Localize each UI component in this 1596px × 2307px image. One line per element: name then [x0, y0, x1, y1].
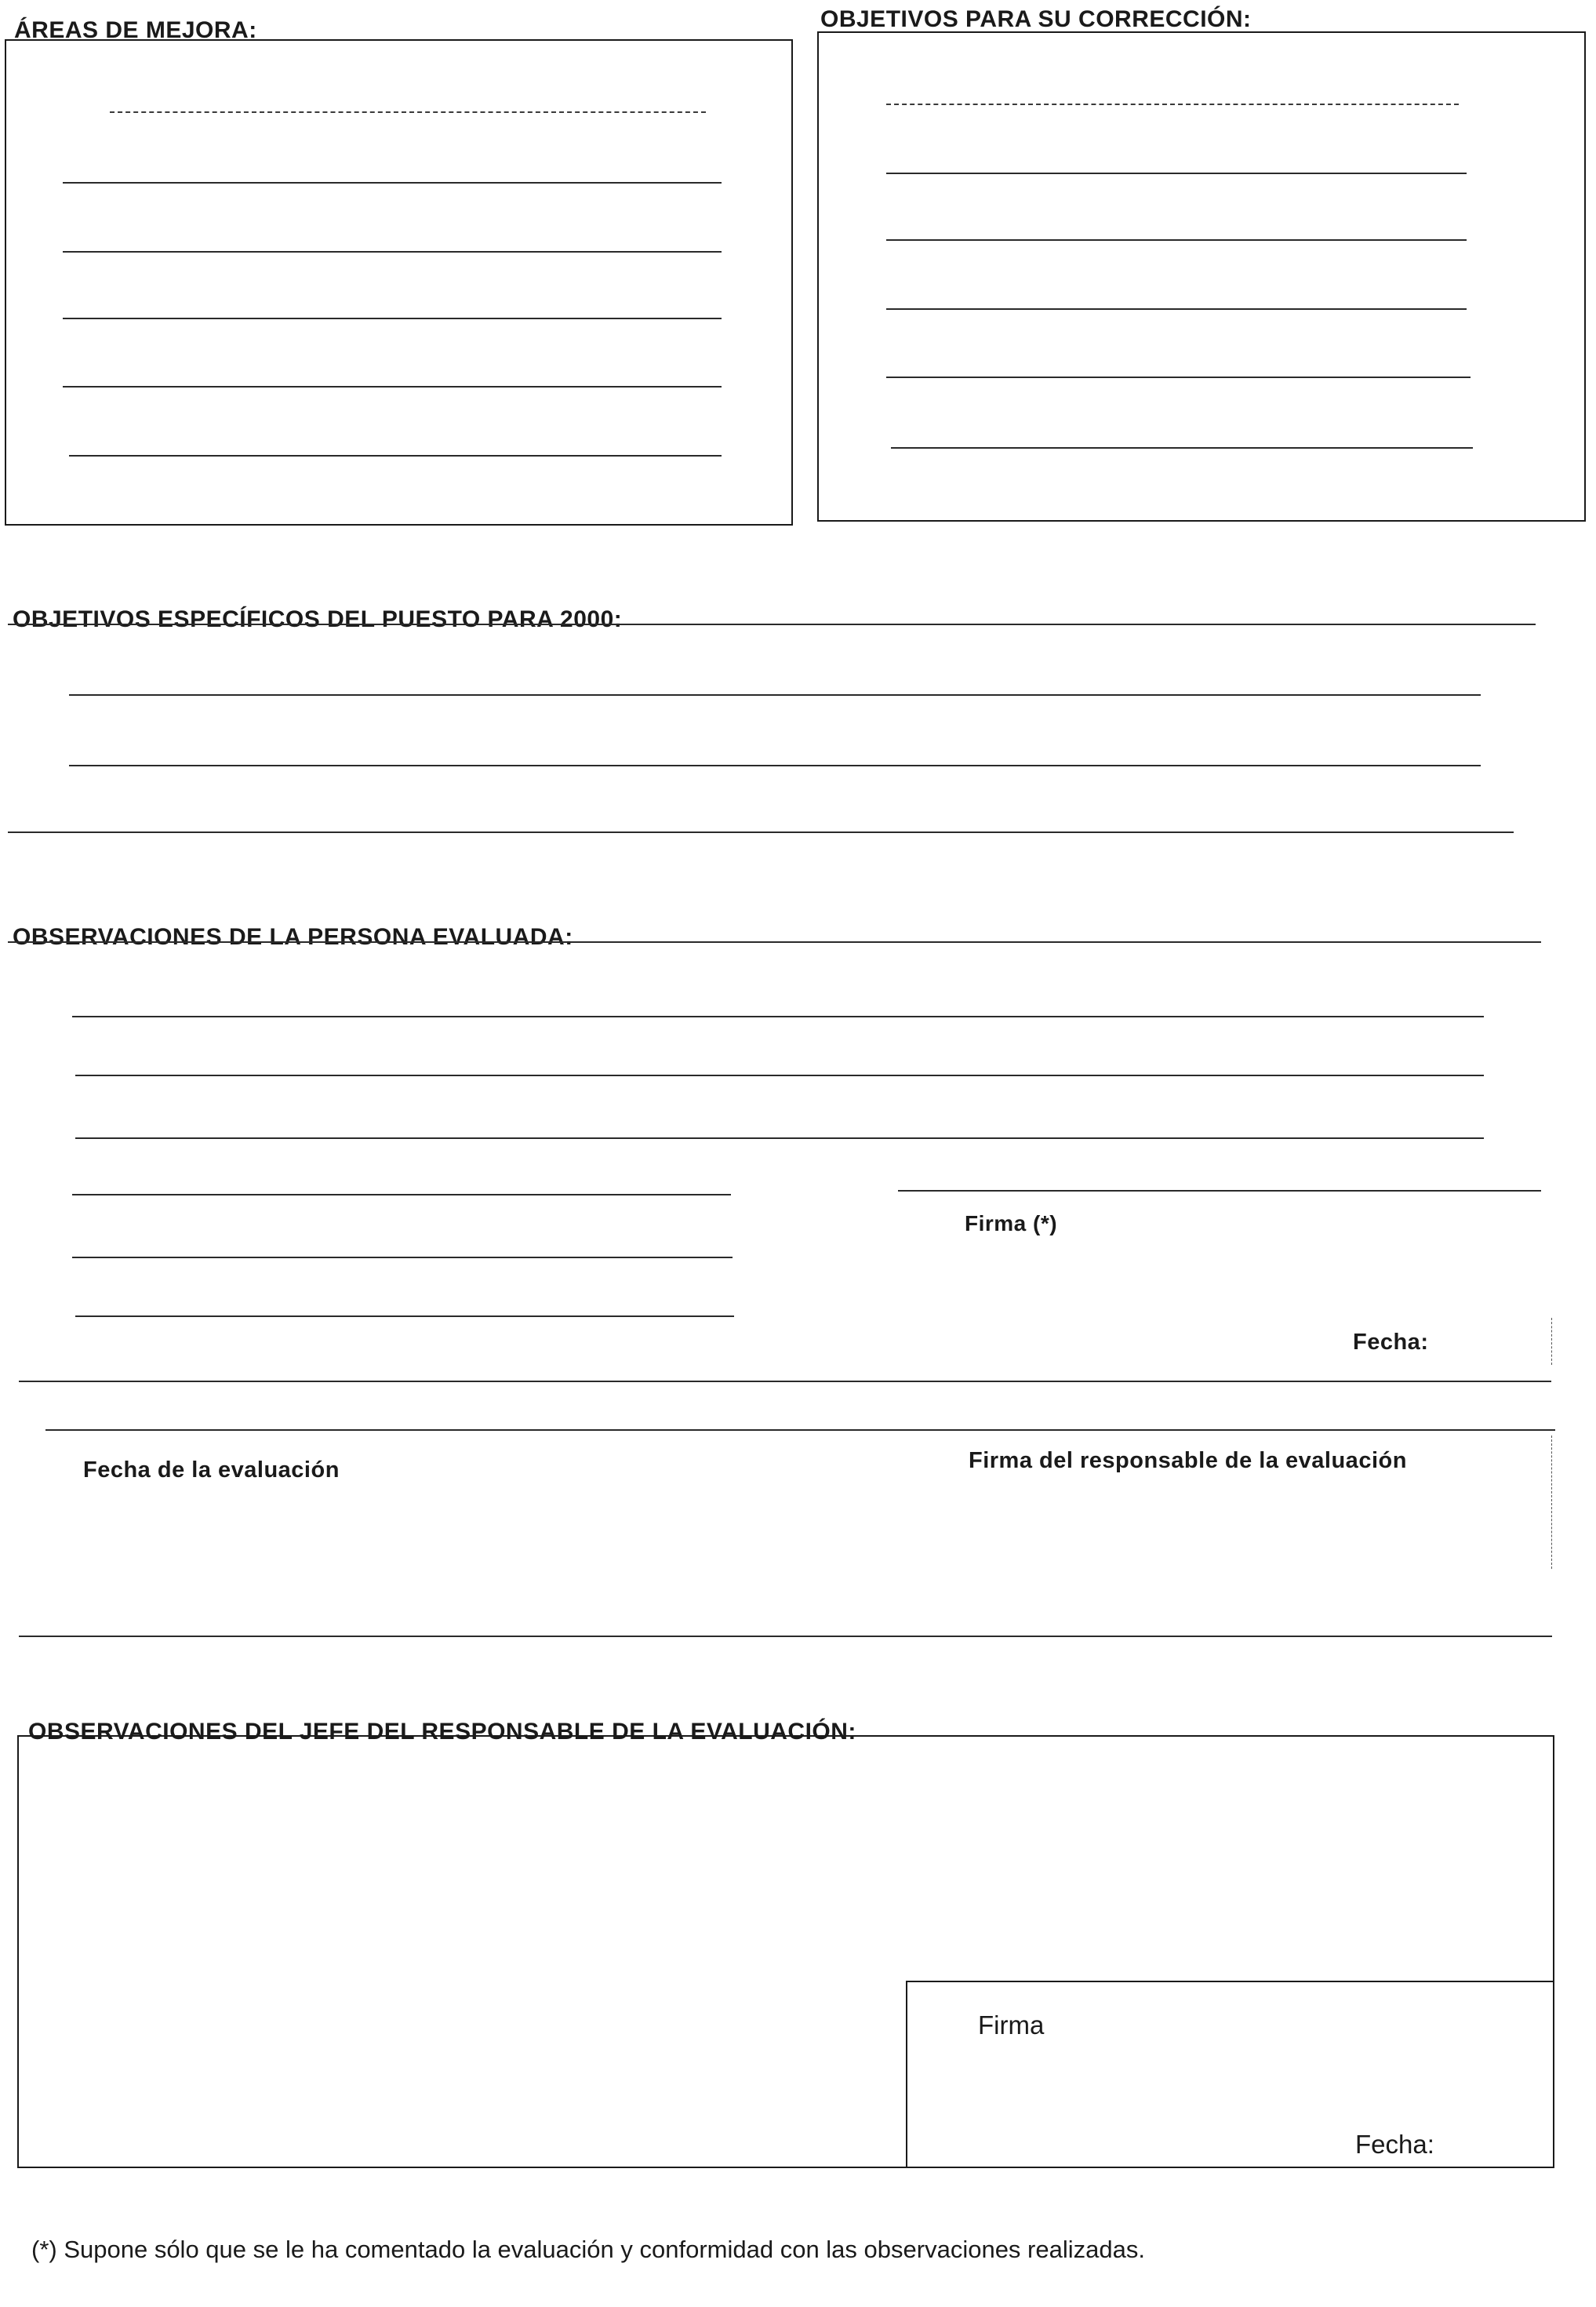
observaciones-evaluada-line-6[interactable]: [75, 1315, 734, 1317]
objetivos-especificos-line-1[interactable]: [69, 694, 1481, 696]
firma-evaluada-signature-line[interactable]: [898, 1190, 1541, 1192]
objetivos-especificos-line-3[interactable]: [8, 831, 1514, 833]
objetivos-correccion-line-2[interactable]: [886, 173, 1467, 174]
areas-mejora-line-1: [110, 111, 706, 113]
areas-mejora-line-2[interactable]: [63, 182, 722, 184]
objetivos-correccion-title: OBJETIVOS PARA SU CORRECCIÓN:: [820, 6, 1252, 32]
areas-mejora-title: ÁREAS DE MEJORA:: [14, 17, 257, 43]
footnote: (*) Supone sólo que se le ha comentado la evaluación y conformidad con las observaciones realizadas.: [31, 2236, 1145, 2263]
observaciones-evaluada-line-5[interactable]: [72, 1257, 733, 1258]
observaciones-evaluada-line-3[interactable]: [75, 1137, 1484, 1139]
fecha-evaluada-label: Fecha:: [1353, 1330, 1429, 1355]
observaciones-evaluada-line-1[interactable]: [72, 1016, 1484, 1017]
observaciones-jefe-title: OBSERVACIONES DEL JEFE DEL RESPONSABLE DE LA EVALUACIÓN:: [28, 1719, 856, 1745]
objetivos-especificos-header-rule: [8, 624, 1536, 625]
objetivos-correccion-line-4[interactable]: [886, 308, 1467, 310]
firma-evaluada-label: Firma (*): [965, 1211, 1058, 1235]
firma-jefe-label: Firma: [978, 2010, 1045, 2040]
areas-mejora-line-6[interactable]: [69, 455, 722, 457]
objetivos-especificos-line-2[interactable]: [69, 765, 1481, 766]
evaluacion-bottom-rule: [19, 1636, 1552, 1637]
objetivos-correccion-line-1: [886, 104, 1459, 105]
observaciones-evaluada-line-4[interactable]: [72, 1194, 731, 1195]
objetivos-correccion-line-6[interactable]: [891, 447, 1473, 449]
evaluacion-edge-tick: [1551, 1436, 1552, 1569]
areas-mejora-line-3[interactable]: [63, 251, 722, 253]
observaciones-evaluada-line-2[interactable]: [75, 1075, 1484, 1076]
observaciones-evaluada-header-rule: [8, 941, 1541, 943]
objetivos-especificos-title: OBJETIVOS ESPECÍFICOS DEL PUESTO PARA 2000:: [13, 606, 623, 632]
firma-jefe-box[interactable]: [906, 1981, 1554, 2168]
areas-mejora-line-4[interactable]: [63, 318, 722, 319]
areas-mejora-line-5[interactable]: [63, 386, 722, 388]
observaciones-evaluada-title: OBSERVACIONES DE LA PERSONA EVALUADA:: [13, 924, 573, 950]
fecha-jefe-label: Fecha:: [1355, 2130, 1434, 2159]
firma-responsable-evaluacion-label: Firma del responsable de la evaluación: [969, 1448, 1407, 1473]
fecha-evaluacion-label: Fecha de la evaluación: [83, 1457, 340, 1483]
observaciones-evaluada-bottom-rule: [19, 1381, 1551, 1382]
objetivos-correccion-line-3[interactable]: [886, 239, 1467, 241]
fecha-evaluada-edge-tick: [1551, 1318, 1552, 1365]
evaluacion-top-rule: [45, 1429, 1555, 1431]
objetivos-correccion-line-5[interactable]: [886, 377, 1471, 378]
